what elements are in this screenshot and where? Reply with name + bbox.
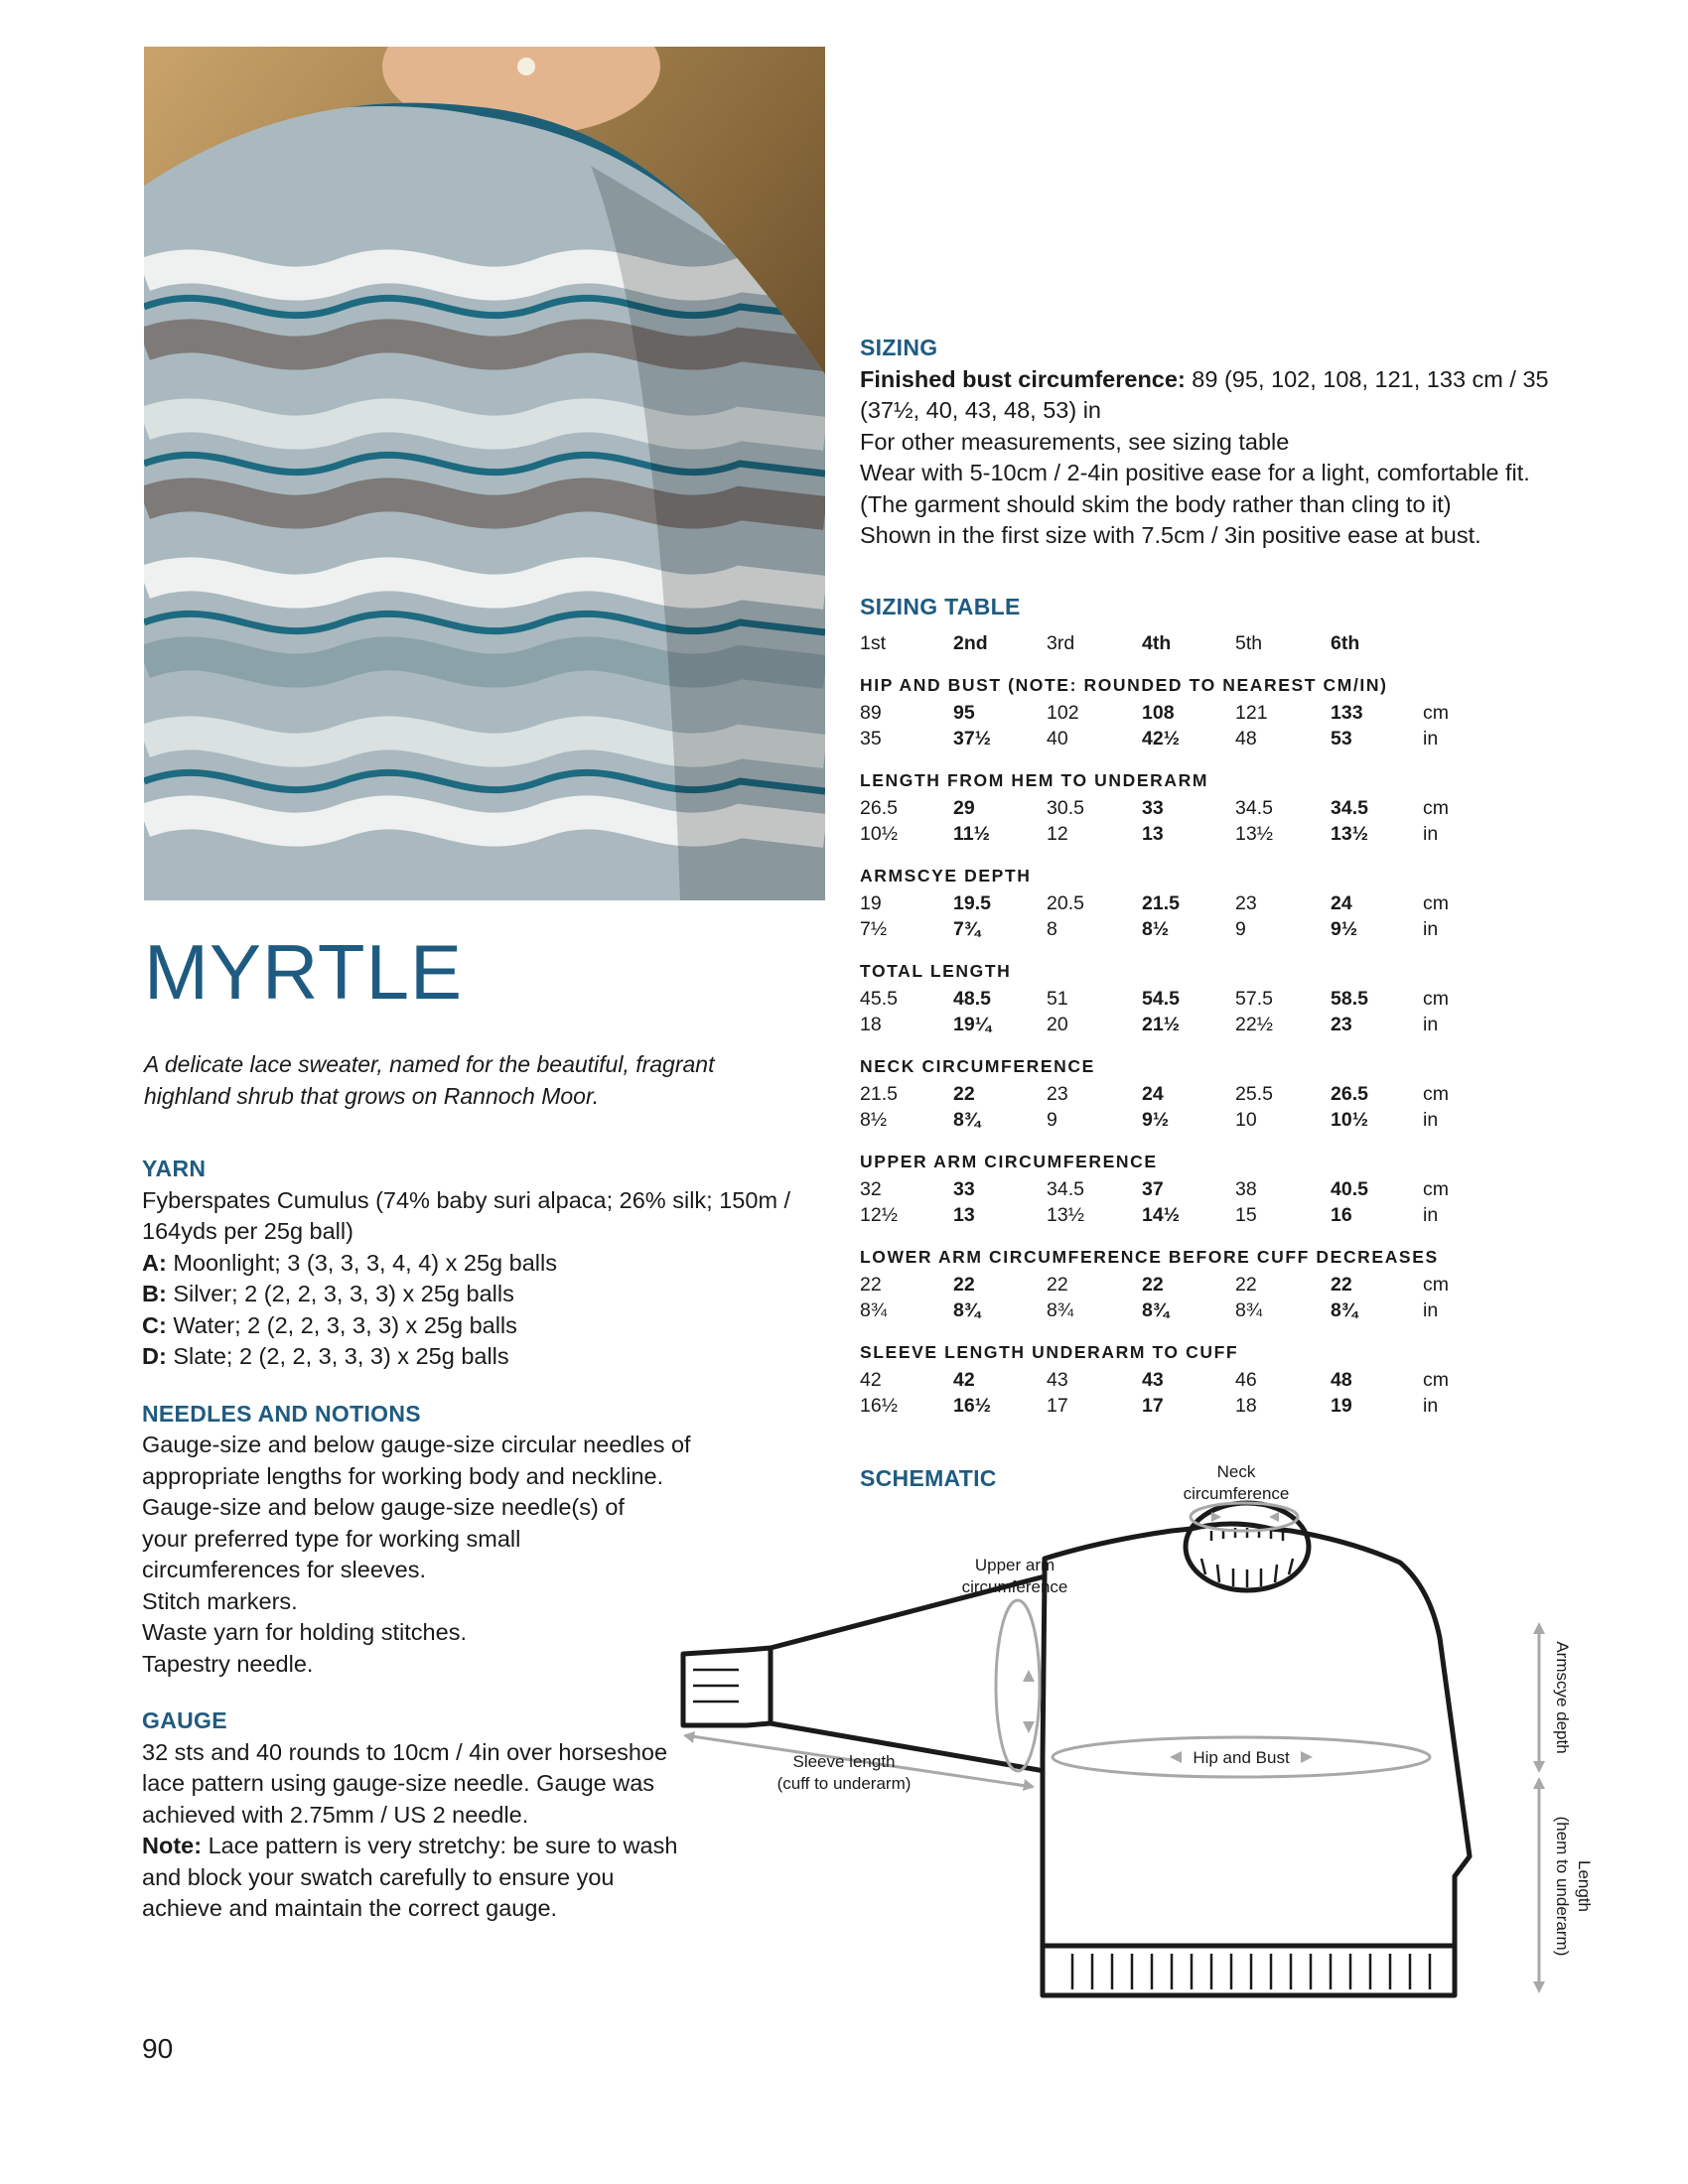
measurement-group-label: LOWER ARM CIRCUMFERENCE BEFORE CUFF DECREASES [860, 1247, 1439, 1267]
measurement-unit: cm [1423, 1178, 1449, 1200]
measurement-row [860, 1202, 1482, 1228]
measurement-unit: in [1423, 728, 1439, 750]
measurement-cell: 17 [1047, 1395, 1068, 1417]
measurement-cell: 9½ [1331, 918, 1358, 940]
measurement-cell: 17 [1142, 1395, 1164, 1417]
measurement-row [860, 700, 1482, 726]
measurement-cell: 46 [1235, 1369, 1257, 1391]
neck-label: Neck [1216, 1462, 1256, 1481]
measurement-cell: 8½ [860, 1109, 888, 1131]
yarn-color-b: B: Silver; 2 (2, 2, 3, 3, 3) x 25g balls [142, 1281, 514, 1306]
measurement-cell: 8¾ [860, 1299, 888, 1321]
size-header-cell: 6th [1331, 632, 1360, 654]
measurement-cell: 48.5 [953, 988, 991, 1010]
measurement-cell: 23 [1331, 1014, 1352, 1035]
measurement-cell: 13 [1142, 823, 1164, 845]
measurement-cell: 22 [953, 1083, 975, 1105]
length-arrowhead [1533, 1777, 1545, 1789]
schematic-left-sleeve [771, 1576, 1045, 1771]
measurement-cell: 8¾ [1331, 1299, 1358, 1321]
measurement-cell: 8¾ [1047, 1299, 1074, 1321]
measurement-cell: 7½ [860, 918, 888, 940]
measurement-unit: cm [1423, 1369, 1449, 1391]
sizing-line: For other measurements, see sizing table [860, 428, 1290, 455]
sizing-heading: SIZING [860, 335, 938, 360]
measurement-row [860, 821, 1482, 847]
schematic-heading: SCHEMATIC [860, 1465, 997, 1491]
measurement-cell: 45.5 [860, 988, 898, 1010]
upper-arm-label: Upper arm [974, 1556, 1055, 1574]
measurement-unit: in [1423, 918, 1439, 940]
sizing-table [860, 630, 1482, 1419]
measurement-group-row [860, 1228, 1482, 1272]
measurement-cell: 24 [1142, 1083, 1164, 1105]
measurement-cell: 9½ [1142, 1109, 1170, 1131]
measurement-cell: 22½ [1235, 1014, 1273, 1035]
measurement-cell: 21½ [1142, 1014, 1180, 1035]
size-header-cell: 3rd [1047, 632, 1075, 654]
measurement-cell: 32 [860, 1178, 882, 1200]
sleeve-length-label: (cuff to underarm) [776, 1774, 912, 1793]
measurement-cell: 133 [1331, 702, 1363, 724]
measurement-cell: 10½ [1331, 1109, 1368, 1131]
sleeve-arrowhead [683, 1731, 695, 1743]
measurement-group-label: UPPER ARM CIRCUMFERENCE [860, 1152, 1158, 1171]
neck-arrowhead [1211, 1512, 1221, 1522]
measurement-cell: 40.5 [1331, 1178, 1368, 1200]
measurement-group-label: ARMSCYE DEPTH [860, 866, 1032, 886]
measurement-cell: 12 [1047, 823, 1068, 845]
size-header-cell: 5th [1235, 632, 1263, 654]
measurement-cell: 121 [1235, 702, 1268, 724]
upper-arm-measure-ellipse [996, 1600, 1040, 1771]
measurement-unit: in [1423, 823, 1439, 845]
measurement-cell: 22 [860, 1274, 882, 1296]
needles-heading: NEEDLES AND NOTIONS [142, 1400, 421, 1427]
measurement-cell: 40 [1047, 728, 1068, 750]
gauge-section [142, 1706, 678, 1925]
size-header-cell: 2nd [953, 632, 988, 654]
measurement-cell: 12½ [860, 1204, 898, 1226]
needles-line: Waste yarn for holding stitches. [142, 1619, 467, 1645]
measurement-cell: 38 [1235, 1178, 1257, 1200]
measurement-cell: 43 [1047, 1369, 1068, 1391]
measurement-cell: 19 [1331, 1395, 1352, 1417]
measurement-cell: 18 [1235, 1395, 1257, 1417]
measurement-cell: 89 [860, 702, 882, 724]
measurement-unit: in [1423, 1395, 1439, 1417]
measurement-cell: 10½ [860, 823, 898, 845]
measurement-cell: 48 [1235, 728, 1257, 750]
upper-arm-arrowhead [1023, 1670, 1035, 1682]
measurement-cell: 8¾ [1235, 1299, 1263, 1321]
measurement-row [860, 986, 1482, 1012]
measurement-cell: 53 [1331, 728, 1352, 750]
measurement-cell: 58.5 [1331, 988, 1368, 1010]
measurement-row [860, 795, 1482, 821]
measurement-cell: 18 [860, 1014, 882, 1035]
measurement-group-label: SLEEVE LENGTH UNDERARM TO CUFF [860, 1342, 1239, 1362]
measurement-row [860, 1176, 1482, 1202]
yarn-description: Fyberspates Cumulus (74% baby suri alpaca; 26% silk; 150m / 164yds per 25g ball) [142, 1186, 791, 1244]
yarn-heading: YARN [142, 1156, 207, 1181]
measurement-cell: 22 [1235, 1274, 1257, 1296]
measurement-group-row [860, 847, 1482, 890]
measurement-group-row [860, 1037, 1482, 1081]
measurement-cell: 42½ [1142, 728, 1180, 750]
measurement-group-label: TOTAL LENGTH [860, 961, 1012, 981]
measurement-unit: cm [1423, 892, 1449, 914]
measurement-cell: 42 [860, 1369, 882, 1391]
cuff-ribbing [693, 1670, 739, 1702]
measurement-cell: 33 [1142, 797, 1164, 819]
measurement-cell: 8¾ [1142, 1299, 1170, 1321]
measurement-cell: 16½ [953, 1395, 991, 1417]
measurement-group-row [860, 751, 1482, 795]
measurement-group-row [860, 942, 1482, 986]
measurement-cell: 19 [860, 892, 882, 914]
sizing-table-heading: SIZING TABLE [860, 593, 1021, 619]
measurement-cell: 15 [1235, 1204, 1257, 1226]
measurement-cell: 48 [1331, 1369, 1352, 1391]
bust-circumference: Finished bust circumference: 89 (95, 102, 108, 121, 133 cm / 35 (37½, 40, 43, 48, 53) in [860, 365, 1549, 423]
measurement-group-row [860, 1133, 1482, 1176]
measurement-cell: 16½ [860, 1395, 898, 1417]
needles-line: Gauge-size and below gauge-size needle(s) of your preferred type for working small circumferences for sleeves. [142, 1494, 625, 1582]
measurement-cell: 20.5 [1047, 892, 1084, 914]
measurement-row [860, 1272, 1482, 1297]
measurement-cell: 33 [953, 1178, 975, 1200]
measurement-cell: 13½ [1235, 823, 1273, 845]
measurement-cell: 20 [1047, 1014, 1068, 1035]
sleeve-length-label: Sleeve length [792, 1752, 896, 1771]
measurement-group-label: LENGTH FROM HEM TO UNDERARM [860, 770, 1209, 790]
length-arrowhead [1533, 1981, 1545, 1993]
measurement-cell: 26.5 [860, 797, 898, 819]
size-header-spacer [1423, 630, 1482, 656]
measurement-cell: 34.5 [1235, 797, 1273, 819]
needles-line: Tapestry needle. [142, 1650, 314, 1677]
measurement-cell: 8¾ [953, 1299, 981, 1321]
sleeve-arrowhead [1023, 1779, 1035, 1791]
sizing-section [860, 333, 1575, 552]
measurement-row [860, 1297, 1482, 1323]
measurement-cell: 22 [1047, 1274, 1068, 1296]
measurement-cell: 7¾ [953, 918, 981, 940]
measurement-cell: 14½ [1142, 1204, 1180, 1226]
measurement-cell: 22 [1142, 1274, 1164, 1296]
measurement-cell: 37 [1142, 1178, 1164, 1200]
measurement-group-row [860, 656, 1482, 700]
measurement-unit: cm [1423, 1083, 1449, 1105]
measurement-cell: 42 [953, 1369, 975, 1391]
measurement-unit: cm [1423, 797, 1449, 819]
size-header-cell: 1st [860, 632, 887, 654]
measurement-cell: 30.5 [1047, 797, 1084, 819]
measurement-unit: in [1423, 1204, 1439, 1226]
measurement-cell: 19¼ [953, 1014, 991, 1035]
needles-line: Stitch markers. [142, 1587, 298, 1614]
hip-arrowhead [1170, 1751, 1182, 1763]
measurement-cell: 26.5 [1331, 1083, 1368, 1105]
measurement-cell: 23 [1047, 1083, 1068, 1105]
measurement-cell: 43 [1142, 1369, 1164, 1391]
measurement-cell: 95 [953, 702, 975, 724]
measurement-cell: 57.5 [1235, 988, 1273, 1010]
measurement-unit: in [1423, 1299, 1439, 1321]
measurement-cell: 34.5 [1331, 797, 1368, 819]
gauge-heading: GAUGE [142, 1707, 227, 1733]
measurement-row [860, 1107, 1482, 1133]
neck-arrowhead [1269, 1512, 1279, 1522]
pattern-title: MYRTLE [144, 928, 463, 1016]
measurement-cell: 9 [1047, 1109, 1057, 1131]
measurement-group-label: HIP AND BUST (NOTE: ROUNDED TO NEAREST CM/IN) [860, 675, 1388, 695]
measurement-cell: 34.5 [1047, 1178, 1084, 1200]
neck-label: circumference [1183, 1484, 1290, 1503]
measurement-cell: 22 [953, 1274, 975, 1296]
measurement-cell: 19.5 [953, 892, 991, 914]
measurement-cell: 29 [953, 797, 975, 819]
measurement-unit: cm [1423, 702, 1449, 724]
upper-arm-label: circumference [961, 1577, 1068, 1596]
measurement-cell: 25.5 [1235, 1083, 1273, 1105]
measurement-cell: 51 [1047, 988, 1068, 1010]
measurement-cell: 11½ [953, 823, 990, 845]
measurement-row [860, 916, 1482, 942]
measurement-row [860, 1367, 1482, 1393]
hip-arrowhead [1301, 1751, 1313, 1763]
sizing-table-section [860, 592, 1575, 1420]
gauge-text: 32 sts and 40 rounds to 10cm / 4in over horseshoe lace pattern using gauge-size needle. Gauge was achieved with 2.75mm / US 2 needle. [142, 1738, 668, 1828]
measurement-cell: 108 [1142, 702, 1175, 724]
measurement-row [860, 1081, 1482, 1107]
size-header-row [860, 630, 1482, 656]
measurement-cell: 10 [1235, 1109, 1257, 1131]
measurement-group-row [860, 1323, 1482, 1367]
measurement-cell: 8¾ [953, 1109, 981, 1131]
measurement-cell: 21.5 [860, 1083, 898, 1105]
measurement-cell: 13½ [1331, 823, 1368, 845]
size-header-cell: 4th [1142, 632, 1172, 654]
measurement-cell: 8½ [1142, 918, 1170, 940]
measurement-row [860, 890, 1482, 916]
measurement-cell: 35 [860, 728, 882, 750]
measurement-cell: 24 [1331, 892, 1352, 914]
armscye-arrowhead [1533, 1761, 1545, 1773]
measurement-cell: 21.5 [1142, 892, 1180, 914]
measurement-cell: 37½ [953, 728, 991, 750]
measurement-unit: in [1423, 1014, 1439, 1035]
measurement-unit: cm [1423, 1274, 1449, 1296]
pattern-subtitle: A delicate lace sweater, named for the beautiful, fragrant highland shrub that grows on Rannoch Moor. [144, 1051, 715, 1109]
measurement-cell: 8 [1047, 918, 1057, 940]
measurement-row [860, 1012, 1482, 1037]
measurement-cell: 13 [953, 1204, 975, 1226]
measurement-group-label: NECK CIRCUMFERENCE [860, 1056, 1095, 1076]
length-label: (hem to underarm) [1553, 1816, 1572, 1957]
armscye-arrowhead [1533, 1622, 1545, 1634]
measurement-row [860, 726, 1482, 751]
sizing-line: Wear with 5-10cm / 2-4in positive ease for a light, comfortable fit. (The garment should skim the body rather than cling to it) [860, 460, 1530, 517]
measurement-cell: 102 [1047, 702, 1079, 724]
measurement-unit: in [1423, 1109, 1439, 1131]
needles-line: Gauge-size and below gauge-size circular needles of appropriate lengths for working body and neckline. [142, 1432, 691, 1489]
measurement-cell: 22 [1331, 1274, 1352, 1296]
page-number: 90 [142, 2033, 174, 2064]
yarn-section [142, 1154, 817, 1373]
sizing-line: Shown in the first size with 7.5cm / 3in positive ease at bust. [860, 522, 1481, 548]
yarn-color-d: D: Slate; 2 (2, 2, 3, 3, 3) x 25g balls [142, 1343, 509, 1369]
sweater-schematic [675, 1459, 1609, 2015]
yarn-color-a: A: Moonlight; 3 (3, 3, 3, 4, 4) x 25g balls [142, 1249, 557, 1276]
yarn-color-c: C: Water; 2 (2, 2, 3, 3, 3) x 25g balls [142, 1311, 517, 1338]
sweater-photo [144, 47, 825, 900]
hip-bust-label: Hip and Bust [1193, 1748, 1290, 1767]
measurement-row [860, 1393, 1482, 1419]
measurement-cell: 23 [1235, 892, 1257, 914]
right-column [860, 333, 1575, 1419]
armscye-label: Armscye depth [1553, 1641, 1572, 1754]
gauge-note: Note: Lace pattern is very stretchy: be sure to wash and block your swatch carefully to ensure you achieve and maintain the correct gauge. [142, 1833, 678, 1921]
measurement-cell: 54.5 [1142, 988, 1180, 1010]
measurement-cell: 16 [1331, 1204, 1352, 1226]
length-label: Length [1575, 1860, 1594, 1912]
measurement-cell: 13½ [1047, 1204, 1084, 1226]
upper-arm-arrowhead [1023, 1721, 1035, 1733]
hem-ribbing [1072, 1954, 1430, 1989]
measurement-cell: 9 [1235, 918, 1246, 940]
measurement-unit: cm [1423, 988, 1449, 1010]
